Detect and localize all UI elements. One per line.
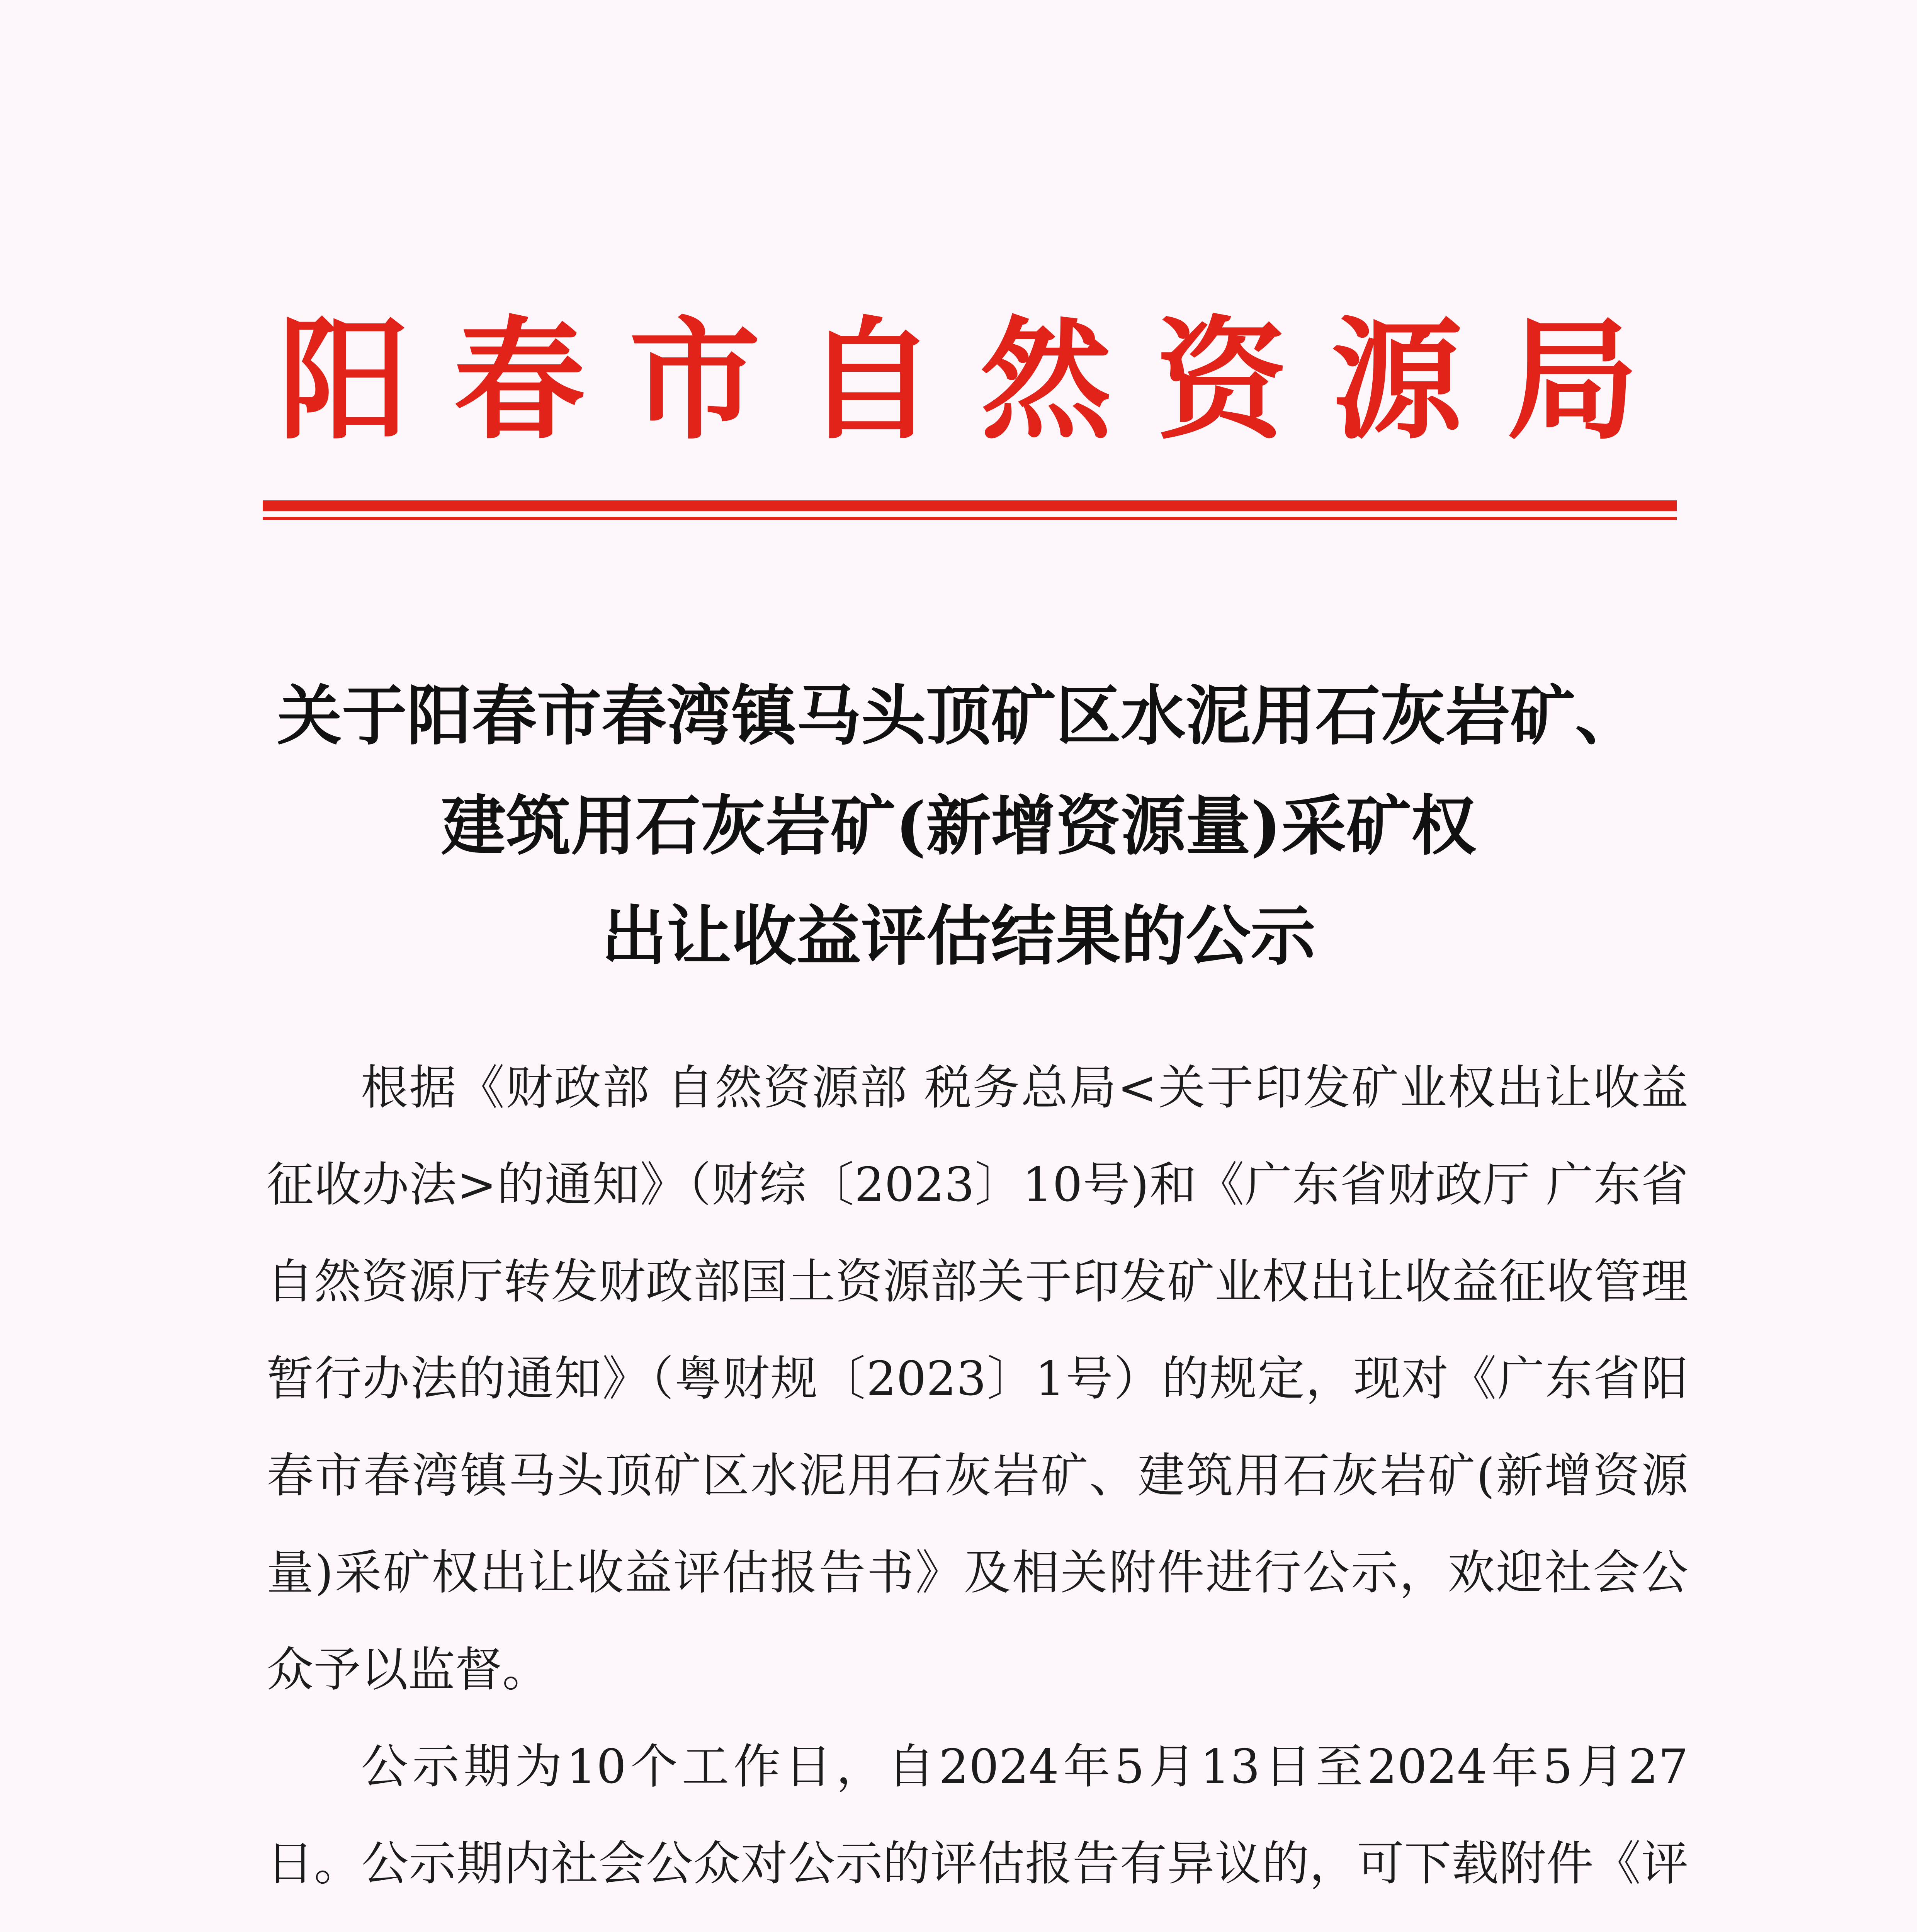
header-char: 局 [1506, 303, 1638, 457]
document-title [155, 661, 1762, 991]
body-paragraph-basis: 根据《财政部 自然资源部 税务总局<关于印发矿业权出让收益征收办法>的通知》（财综〔2023〕10号)和《广东省财政厅 广东省自然资源厅转发财政部国土资源部关于印发矿业权出让收益征收管理暂行办法的通知》（粤财规〔2023〕1号）的规定，现对《广东省阳春市春湾镇马头顶矿区水泥用石灰岩矿、建筑用石灰岩矿(新增资源量)采矿权出让收益评估报告书》及相关附件进行公示，欢迎社会公众予以监督。 [267, 1060, 1688, 1697]
header-char: 阳 [278, 303, 410, 457]
title-line-3: 出让收益评估结果的公示 [602, 898, 1315, 974]
header-char: 市 [629, 303, 761, 457]
issuing-authority-header [270, 298, 1646, 464]
title-line-2: 建筑用石灰岩矿(新增资源量)采矿权 [441, 787, 1476, 864]
header-char: 然 [980, 303, 1112, 457]
document-body [267, 1039, 1688, 1932]
header-rule-thick [263, 500, 1677, 511]
header-char: 资 [1156, 303, 1287, 457]
header-char: 自 [804, 303, 936, 457]
header-char: 春 [454, 303, 585, 457]
body-paragraph-period: 公示期为10个工作日，自2024年5月13日至2024年5月27日。公示期内社会公众对公示的评估报告有异议的，可下载附件《评 [267, 1739, 1688, 1891]
header-rule-thin [263, 517, 1677, 520]
header-char: 源 [1331, 303, 1463, 457]
title-line-1: 关于阳春市春湾镇马头顶矿区水泥用石灰岩矿、 [277, 677, 1640, 754]
